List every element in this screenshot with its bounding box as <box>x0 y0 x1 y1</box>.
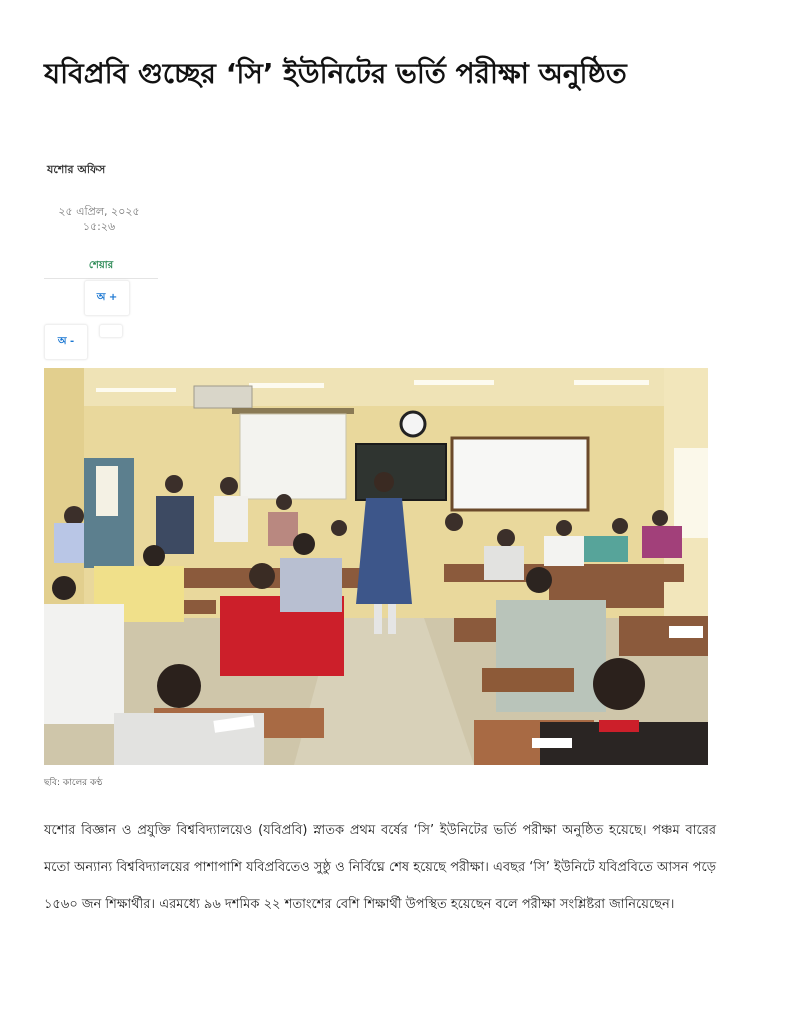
share-button[interactable]: শেয়ার <box>44 258 158 279</box>
author-name[interactable]: যশোর অফিস <box>47 163 106 176</box>
photo-caption: ছবি: কালের কণ্ঠ <box>44 778 103 788</box>
publish-date: ২৫ এপ্রিল, ২০২৫ <box>58 205 140 218</box>
publish-time: ১৫:২৬ <box>82 220 116 233</box>
publish-datetime <box>44 204 154 234</box>
font-decrease-button[interactable]: অ - <box>44 324 88 360</box>
exam-hall-image <box>44 368 708 765</box>
article-body: যশোর বিজ্ঞান ও প্রযুক্তি বিশ্ববিদ্যালয়েও (যবিপ্রবি) স্নাতক প্রথম বর্ষের ‘সি’ ইউনিটের ভর্তি পরীক্ষা অনুষ্ঠিত হয়েছে। পঞ্চম বারের মতো অন্যান্য বিশ্ববিদ্যালয়ের পাশাপাশি যবিপ্রবিতেও সুষ্ঠু ও নির্বিঘ্নে শেষ হয়েছে পরীক্ষা। এবছর ‘সি’ ইউনিটে যবিপ্রবিতে আসন পড়ে ১৫৬০ জন শিক্ষার্থীর। এরমধ্যে ৯৬ দশমিক ২২ শতাংশের বেশি শিক্ষার্থী উপস্থিত হয়েছেন বলে পরীক্ষা সংশ্লিষ্টরা জানিয়েছেন। <box>44 823 716 912</box>
font-increase-button[interactable]: অ + <box>84 280 130 316</box>
article-headline: যবিপ্রবি গুচ্ছের ‘সি’ ইউনিটের ভর্তি পরীক্ষা অনুষ্ঠিত <box>44 57 627 90</box>
font-reset-button[interactable] <box>99 324 123 338</box>
article-photo <box>44 368 708 765</box>
